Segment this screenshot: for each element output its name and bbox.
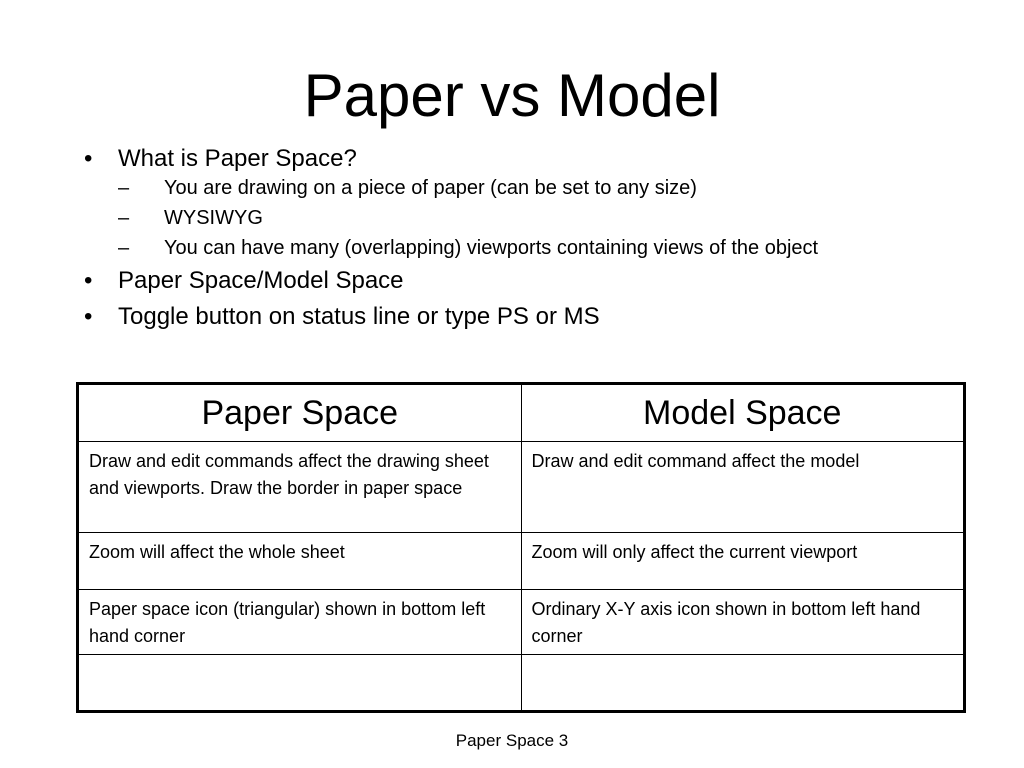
table-cell: Zoom will affect the whole sheet [78,533,522,590]
bullet-item-paper-space-question [82,144,962,260]
table-cell: Draw and edit command affect the model [521,442,965,533]
table-row [78,442,965,533]
header-model-space: Model Space [521,384,965,442]
table-cell-empty [521,655,965,712]
bullet-icon: • [84,267,93,294]
bullet-icon: • [84,303,93,330]
bullet-icon: • [84,145,93,172]
sub-bullet-text: WYSIWYG [164,207,263,229]
sub-bullet-item-wysiwyg [118,206,962,230]
bullet-item-toggle-button [82,302,962,332]
table-row [78,655,965,712]
sub-bullet-text: You can have many (overlapping) viewports containing views of the object [164,237,819,259]
dash-icon: – [118,237,130,259]
slide-title: Paper vs Model [303,62,721,129]
slide-footer: Paper Space 3 [455,731,569,750]
comparison-table [76,382,966,713]
header-paper-space: Paper Space [78,384,522,442]
dash-icon: – [118,207,130,229]
sub-bullet-text: You are drawing on a piece of paper (can be set to any size) [164,177,697,199]
sub-bullet-list [118,176,962,260]
table-cell: Paper space icon (triangular) shown in bottom left hand corner [78,590,522,655]
bullet-text: Toggle button on status line or type PS or MS [118,303,600,330]
table-cell: Ordinary X-Y axis icon shown in bottom left hand corner [521,590,965,655]
table-row [78,533,965,590]
dash-icon: – [118,177,130,199]
table-cell: Draw and edit commands affect the drawing sheet and viewports. Draw the border in paper space [78,442,522,533]
bullet-text: Paper Space/Model Space [118,267,404,294]
table-cell: Zoom will only affect the current viewport [521,533,965,590]
bullet-list [82,144,962,338]
bullet-text: What is Paper Space? [118,145,357,172]
sub-bullet-item-viewports [118,236,962,260]
table-header-row [78,384,965,442]
table-row [78,590,965,655]
sub-bullet-item-drawing-on-paper [118,176,962,200]
table-cell-empty [78,655,522,712]
bullet-item-paper-model-space [82,266,962,296]
